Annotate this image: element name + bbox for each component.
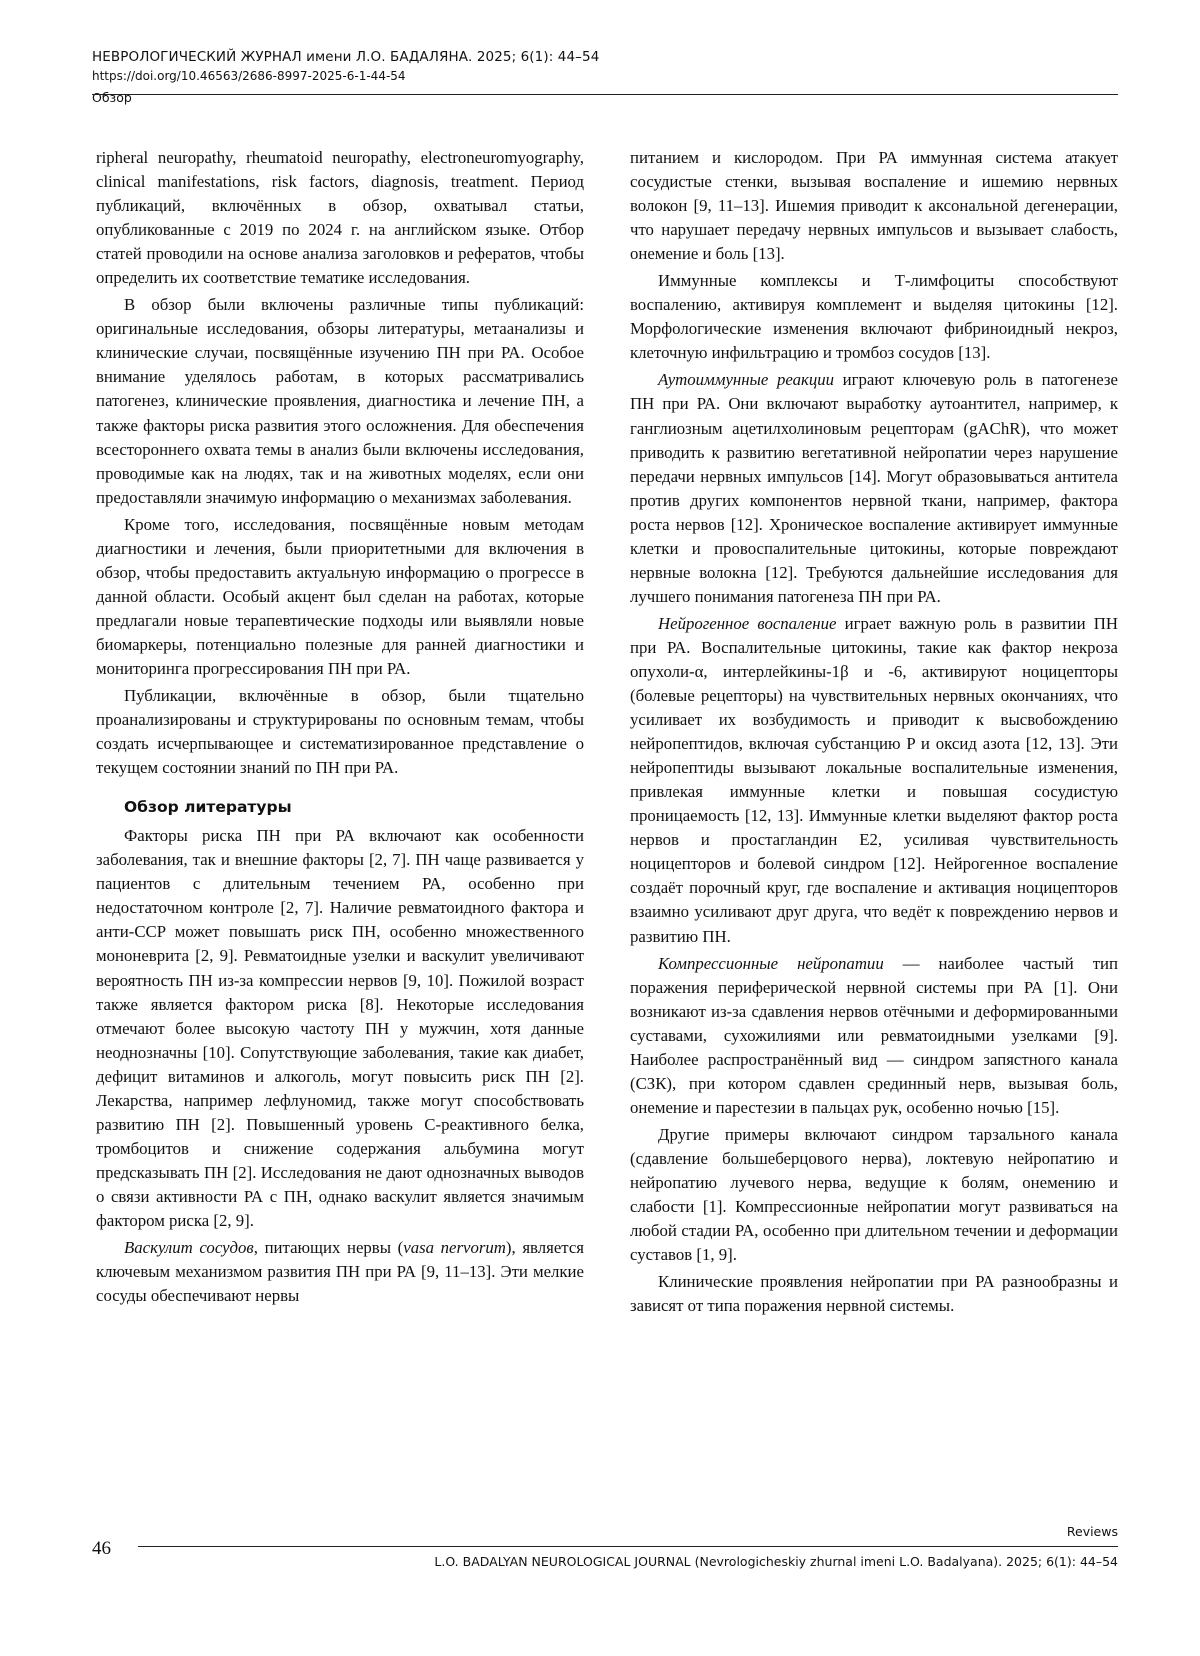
paragraph: Публикации, включённые в обзор, были тщательно проанализированы и структурированы по основным темам, чтобы создать исчерпывающее и систематизированное представление о текущем состоянии знаний по ПН при РА. bbox=[96, 686, 584, 778]
paragraph: ripheral neuropathy, rheumatoid neuropathy, electroneuromyography, clinical manifestations, risk factors, diagnosis, treatment. Период публикаций, включённых в обзор, охватывал статьи, опубликованные с 2019 по 2024 г. на английском языке. Отбор статей проводили на основе анализа заголовков и рефератов, чтобы определить их соответствие тематике исследования. bbox=[96, 148, 584, 288]
paragraph bbox=[630, 952, 1118, 1120]
paragraph: Иммунные комплексы и Т-лимфоциты способствуют воспалению, активируя комплемент и выделяя цитокины [12]. Морфологические изменения включают фибриноидный некроз, клеточную инфильтрацию и тромбоз сосудов [13]. bbox=[630, 271, 1118, 363]
footer-section-label: Reviews bbox=[1066, 1524, 1118, 1539]
term-emphasis: Нейрогенное воспаление bbox=[658, 613, 837, 633]
doi-link[interactable]: https://doi.org/10.46563/2686-8997-2025-6-1-44-54 bbox=[92, 69, 406, 83]
paragraph: Кроме того, исследования, посвящённые новым методам диагностики и лечения, были приоритетными для включения в обзор, чтобы предоставить актуальную информацию о прогрессе в данной области. Особый акцент был сделан на работах, которые предлагали новые терапевтические подходы или выявляли новые биомаркеры, потенциально полезные для ранней диагностики и мониторинга прогрессирования ПН при РА. bbox=[96, 514, 584, 678]
section-heading: Обзор литературы bbox=[124, 798, 292, 817]
term-emphasis: Компрессионные нейропатии bbox=[658, 953, 884, 973]
right-column bbox=[630, 146, 1118, 1318]
paragraph: питанием и кислородом. При РА иммунная система атакует сосудистые стенки, вызывая воспаление и ишемию нервных волокон [9, 11–13]. Ишемия приводит к аксональной дегенерации, что нарушает передачу нервных импульсов и вызывает слабость, онемение и боль [13]. bbox=[630, 148, 1118, 264]
term-emphasis: Васкулит сосудов bbox=[124, 1238, 254, 1258]
running-header bbox=[92, 48, 1118, 107]
header-divider bbox=[92, 94, 1118, 95]
text-run: ), является ключевым механизмом развития ПН при РА [9, 11–13]. Эти мелкие сосуды обеспечивают нервы bbox=[96, 1238, 584, 1306]
section-label: Обзор bbox=[92, 90, 132, 105]
text-run: играет важную роль в развитии ПН при РА. Воспалительные цитокины, такие как фактор некроза опухоли-α, интерлейкины-1β и -6, активируют ноцицепторы (болевые рецепторы) на чувствительных нервных окончаниях, что усиливает их возбудимость и приводит к высвобождению нейропептидов, включая субстанцию P и оксид азота [12, 13]. Эти нейропептиды вызывают локальные воспалительные изменения, привлекая иммунные клетки и повышая сосудистую проницаемость [12, 13]. Иммунные клетки выделяют фактор роста нервов и простагландин E2, усиливая чувствительность ноцицепторов и болевой синдром [12]. Нейрогенное воспаление создаёт порочный круг, где воспаление и активация ноцицепторов взаимно усиливают друг друга, что ведёт к повреждению нервов и развитию ПН. bbox=[630, 613, 1119, 946]
term-emphasis: vasa nervorum bbox=[403, 1238, 506, 1258]
paragraph: Клинические проявления нейропатии при РА разнообразны и зависят от типа поражения нервной системы. bbox=[630, 1272, 1118, 1316]
paragraph: Факторы риска ПН при РА включают как особенности заболевания, так и внешние факторы [2, 7]. ПН чаще развивается у пациентов с длительным течением РА, особенно при недостаточном контроле [2, 7]. Наличие ревматоидного фактора и анти-CCP может повышать риск ПН, особенно множественного мононеврита [2, 9]. Ревматоидные узелки и васкулит увеличивают вероятность ПН из-за компрессии нервов [9, 10]. Пожилой возраст также является фактором риска [8]. Некоторые исследования отмечают более высокую частоту ПН у мужчин, хотя данные неоднозначны [10]. Сопутствующие заболевания, такие как диабет, дефицит витаминов и алкоголь, могут повысить риск ПН [2]. Лекарства, например лефлуномид, также могут способствовать развитию ПН [2]. Повышенный уровень C-реактивного белка, тромбоцитов и снижение содержания альбумина могут предсказывать ПН [2]. Исследования не дают однозначных выводов о связи активности РА с ПН, однако васкулит является значимым фактором риска [2, 9]. bbox=[96, 826, 584, 1230]
left-column bbox=[96, 146, 584, 1308]
paragraph bbox=[630, 368, 1118, 608]
journal-title: НЕВРОЛОГИЧЕСКИЙ ЖУРНАЛ имени Л.О. БАДАЛЯНА. 2025; 6(1): 44–54 bbox=[92, 49, 600, 65]
paragraph: Другие примеры включают синдром тарзального канала (сдавление большеберцового нерва), локтевую нейропатию и нейропатию лучевого нерва, ведущие к болям, онемению и слабости [1]. Компрессионные нейропатии могут развиваться на любой стадии РА, особенно при длительном течении и деформации суставов [1, 9]. bbox=[630, 1124, 1118, 1265]
text-run: — наиболее частый тип поражения периферической нервной системы при РА [1]. Они возникают из-за сдавления нервов отёчными и деформированными суставами, сухожилиями или ревматоидными узелками [9]. Наиболее распространённый вид — синдром запястного канала (СЗК), при котором сдавлен срединный нерв, вызывая боль, онемение и парестезии в пальцах рук, особенно ночью [15]. bbox=[630, 953, 1119, 1117]
paragraph: В обзор были включены различные типы публикаций: оригинальные исследования, обзоры литературы, метаанализы и клинические случаи, посвящённые изучению ПН при РА. Особое внимание уделялось работам, в которых рассматривались патогенез, клинические проявления, диагностика и лечение ПН, а также факторы риска развития этого осложнения. Для обеспечения всестороннего охвата темы в анализ были включены исследования, проводимые как на людях, так и на животных моделях, если они предоставляли значимую информацию о механизмах заболевания. bbox=[96, 295, 584, 507]
paragraph bbox=[630, 612, 1118, 949]
footer-divider bbox=[138, 1546, 1118, 1547]
paragraph bbox=[96, 1236, 584, 1308]
term-emphasis: Аутоиммунные реакции bbox=[658, 370, 835, 390]
text-run: , питающих нервы ( bbox=[253, 1238, 404, 1258]
page-number: 46 bbox=[92, 1538, 111, 1559]
text-run: играют ключевую роль в патогенезе ПН при РА. Они включают выработку аутоантител, например, к ганглиозным ацетилхолиновым рецепторам (gAChR), что может приводить к развитию вегетативной нейропатии через нарушение передачи нервных импульсов [14]. Могут образовываться антитела против других компонентов нервной ткани, например, фактора роста нервов [12]. Хроническое воспаление активирует иммунные клетки и провоспалительные цитокины, которые повреждают нервные волокна [12]. Требуются дальнейшие исследования для лучшего понимания патогенеза ПН при РА. bbox=[630, 370, 1118, 606]
footer-journal-title: L.O. BADALYAN NEUROLOGICAL JOURNAL (Nevrologicheskiy zhurnal imeni L.O. Badalyana). 2025; 6(1): 44–54 bbox=[434, 1554, 1118, 1569]
